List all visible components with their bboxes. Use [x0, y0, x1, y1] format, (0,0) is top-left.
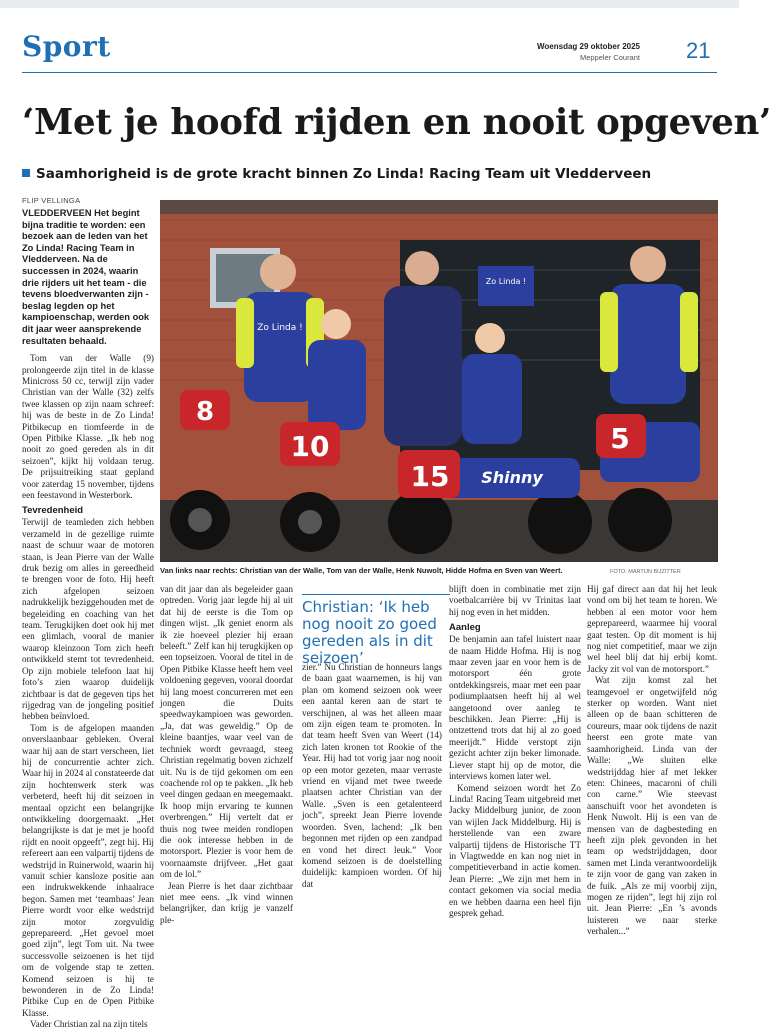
bullet-square-icon [22, 169, 30, 177]
header-meta [520, 42, 640, 62]
sign-text: Zo Linda ! [485, 277, 527, 286]
subheadline-text: Saamhorigheid is de grote kracht binnen Zo Linda! Racing Team uit Vledderveen [36, 166, 652, 182]
byline: FLIP VELLINGA [22, 196, 81, 205]
newspaper-name: Meppeler Courant [579, 53, 640, 62]
intertitle: Aanleg [449, 622, 481, 634]
plate-number-8: 8 [195, 397, 215, 427]
body-paragraph: Wat zijn komst zal het teamgevoel er ongetwijfeld nóg sterker op worden. Want niet alleen op de baan schitteren de coureurs, maar ook tijdens de nazit heerst een grote mate van saamhorigheid. Linda van der Walle: „We sluiten elke wedstrijddag hier af met lekker eten: Chinees, macaroni of chili con carne.” Wie steevast aanschuift voor het avondeten is Henk Nuwolt. Hij is een van de mensen van de dagbesteding en heeft zijn plek gevonden in het team op wedstrijddagen, door samen met Linda verantwoordelijk te zijn voor de gang van zaken in de fuik. „Als ze mij voorbij zijn, mogen ze rijden”, legt hij zijn rol uit. Jean Pierre: „En ’s avonds luisteren we naar sterke verhalen...” [587, 675, 717, 937]
section-title: Sport [22, 30, 111, 63]
body-paragraph: van dit jaar dan als begeleider gaan optreden. Vorig jaar legde hij al uit dat hij de eerste is die Tom op dingen wijst. „Ik geniet enorm als ik zie hoeveel plezier hij eraan beleeft.” Zelf kan hij terugkijken op een topseizoen. Vooral de titel in de Open Pitbike Klasse heeft hem veel voldoening gegeven, vooral doordat hij lang moest concurreren met een jongen die Duits speedwaykampioen was geworden. „Ja, dat was geweldig.” Op de kleine baantjes, waar veel van de techniek wordt gevraagd, steeg Christian regelmatig boven zichzelf uit. Nu is de tijd gekomen om een coachende rol op te pakken. „Ik heb veel dingen gedaan en meegemaakt. Ik hoop mijn ervaring te kunnen overbrengen.” Hij vertelt dat er thuis nog twee meiden rondlopen die ook interesse hebben in de motorsport. Plezier is voor hem de voornaamste drijfveer. „Het gaat om de lol.” [160, 584, 293, 880]
lead-place: VLEDDERVEEN [22, 208, 92, 218]
lead-text: Het begint bijna traditie te worden: een bezoek aan de leden van het Zo Linda! Racing Team in Vledderveen. Na de successen in 2024, waarin drie rijders uit het team - die tevens bloedverwanten zijn - beslag legden op het kampioenschap, werden ook dit jaar weer aansprekende resultaten behaald. [22, 208, 150, 346]
header-rule [22, 72, 717, 73]
body-paragraph: Tom van der Walle (9) prolongeerde zijn titel in de klasse Minicross 50 cc, terwijl zijn vader Christian van der Walle (32) zelfs twee klassen op zijn naam schreef: hij was de beste in de Zo Linda! Pitbikecup en tiomfeerde in de Open Pitbike Klasse. „Ik heb nog nooit zo goed gereden als in dit seizoen”, kijkt hij voldaan terug. De prijsuitreiking staat gepland voor zaterdag 15 november, tijdens een feestavond in Westerbork. [22, 353, 154, 500]
body-paragraph: De benjamin aan tafel luistert naar de naam Hidde Hofma. Hij is nog maar zeven jaar en voor hem is de motorsport één grote ontdekkingsreis, maar met een paar podiumplaatsen heeft hij al wel aangetoond over aanleg te beschikken. Jean Pierre: „Hij is ontzettend trots dat hij al zo goed meerijdt.” Hidde verstopt zijn gezicht achter zijn beker limonade. Liever stapt hij op de motor, die interviews komen later wel. [449, 634, 581, 782]
body-paragraph: Tom is de afgelopen maanden onverslaanbaar gebleken. Overal waar hij aan de start verscheen, liet hij de concurrentie achter zich. Waar hij in 2024 al constateerde dat zijn hochtenwerk sterk was verbeterd, heeft hij dit seizoen in mentaal opzicht een belangrijke ontwikkeling doorgemaakt. „Het belangrijkste is dat je met je hoofd rijdt en nooit opgeeft”, zegt hij. Hij refereert aan een valpartij tijdens de wedstrijd in Ruinerwold, waarin hij vanuit schier kansloze positie aan een indrukwekkende inhaalrace begon. Samen met ‘teambaas’ Jean Pierre wordt voor elke wedstrijd zijn motor zorgvuldig geprepareerd. „Het gevoel moet goed zijn”, legt Tom uit. Na twee successvolle seizoenen is het tijd om de volgende stap te zetten. Komend seizoen is hij te bewonderen in de Zo Linda! Pitbike Cup en de Open Pitbike Klasse. [22, 722, 154, 1018]
issue-date: Woensdag 29 oktober 2025 [537, 42, 640, 51]
body-paragraph: zier.” Nu Christian de honneurs langs de baan gaat waarnemen, is hij van plan om komend seizoen ook weer een aantal keren aan de start te verschijnen, al was het alleen maar om zijn eigen team te promoten. In dat team heeft Sven van Weert (14) zich laten kronen tot Rookie of the Year. Hij had tot vorig jaar nog nooit op een motor gezeten, maar verraste vriend en vijand met twee tweede plaatsen achter Christian van der Walle. „Sven is een getalenteerd joch”, spreekt Jean Pierre lovende woorden. Sven, lachend: „Ik ben begonnen met rijden op een zandpad en vond het direct leuk.” Voor komend seizoen is de doelstelling duidelijk: kampioen worden. Of hij dat [302, 662, 442, 889]
body-paragraph: blijft doen in combinatie met zijn voetbalcarrière bij vv Trinitas laat hij nog even in het midden. [449, 584, 581, 617]
pull-quote: Christian: ‘Ik heb nog nooit zo goed gereden als in dit seizoen’ [302, 594, 450, 667]
column-2 [160, 584, 293, 925]
column-1 [22, 208, 154, 1030]
page-number: 21 [686, 38, 711, 63]
body-paragraph: Vader Christian zal na zijn titels [30, 1019, 148, 1030]
plate-number-10: 10 [290, 430, 330, 463]
team-photo-illustration [160, 200, 718, 562]
plate-number-15: 15 [410, 460, 450, 493]
body-paragraph: Terwijl de teamleden zich hebben verzameld in de gezellige ruimte naast de schuur waar de motoren staan, is Jean Pierre van der Walle druk bezig om alles in gereedheid te brengen voor de foto. Hij heeft zich afgelopen seizoen nadrukkelijk beziggehouden met de begeleiding en coaching van het team. Terugkijken doet ook hij met een glimlach, vooral de manier waarop kleinzoon Tom zich heeft ontwikkeld stemt tot tevredenheid. Op zijn mobiele telefoon laat hij foto’s zien waarop duidelijk zichtbaar is dat de gegeven tips het rijgedrag van de jongeling positief hebben beïnvloed. [22, 517, 154, 722]
subheadline [22, 166, 651, 182]
top-bar [0, 0, 739, 8]
headline: ‘Met je hoofd rijden en nooit opgeven’ [22, 102, 771, 143]
shirt-text: Zo Linda ! [257, 323, 303, 333]
column-3 [302, 662, 442, 889]
column-5 [587, 584, 717, 937]
column-4 [449, 584, 581, 918]
lead-paragraph [22, 208, 154, 347]
body-paragraph: Komend seizoen wordt het Zo Linda! Racing Team uitgebreid met Jacky Middelburg junior, de zoon van wijlen Jack Middelburg. Hij is herstellende van een zware valpartij tijdens de Historische TT in Vlagtwedde en kan nog niet in competitieverband in actie komen. Jean Pierre: „We zijn met hem in contact gekomen via social media en we hebben daarna een heel fijn gesprek gehad. [449, 782, 581, 918]
intertitle: Tevredenheid [22, 505, 84, 517]
team-photo [160, 200, 718, 562]
bike-brand-text: Shinny [481, 468, 543, 487]
body-paragraph: Jean Pierre is het daar zichtbaar niet mee eens. „Ik vind winnen belangrijker, dan krijg je vanzelf ple- [160, 880, 293, 925]
photo-caption: Van links naar rechts: Christian van der Walle, Tom van der Walle, Henk Nuwolt, Hidde Hofma en Sven van Weert. [160, 566, 563, 575]
plate-number-5: 5 [610, 422, 630, 455]
body-paragraph: Hij gaf direct aan dat hij het leuk vond om bij het team te horen. We hebben al een motor voor hem geprepareerd, waarmee hij vooral gaat testen. Op dit moment is hij nog niet competitief, maar we zijn wel heel blij dat hij erbij komt. Jacky zit vol van de motorsport.” [587, 584, 717, 674]
photo-credit: FOTO: MARTIJN BIJZITTER [610, 569, 681, 575]
